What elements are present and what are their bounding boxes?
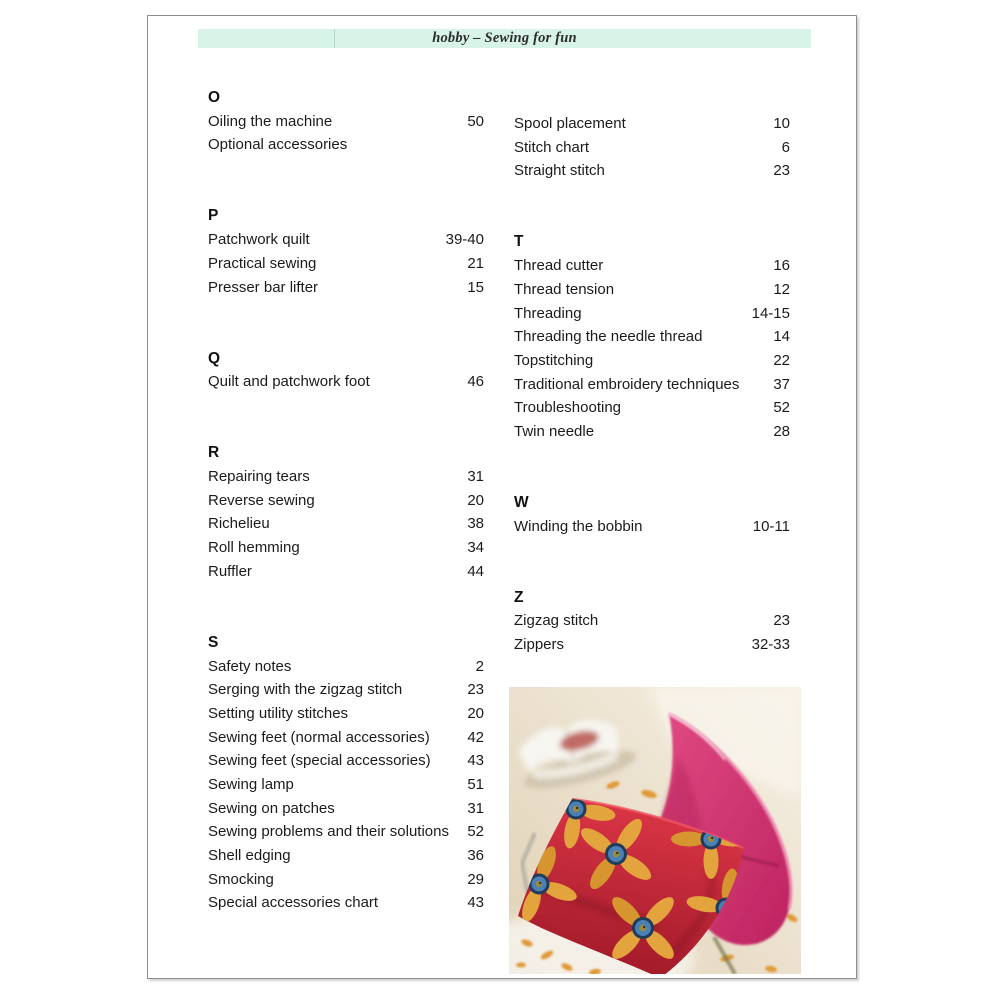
entry-page: 42 xyxy=(467,728,484,746)
index-entry xyxy=(208,820,484,844)
entry-page: 14 xyxy=(773,328,790,346)
index-section-s-continued xyxy=(514,112,790,183)
entry-page: 50 xyxy=(467,112,484,130)
entry-label: Ruffler xyxy=(208,562,252,580)
entry-label: Threading the needle thread xyxy=(514,328,703,346)
index-entry xyxy=(514,396,790,420)
index-section-t xyxy=(514,230,790,443)
index-page xyxy=(147,15,857,979)
index-entry xyxy=(208,465,484,489)
index-entry xyxy=(514,515,790,539)
entry-label: Serging with the zigzag stitch xyxy=(208,681,403,699)
entry-label: Safety notes xyxy=(208,657,292,675)
entry-label: Patchwork quilt xyxy=(208,231,310,249)
entry-page: 34 xyxy=(467,539,484,557)
entry-page: 14-15 xyxy=(751,304,790,322)
index-section-r xyxy=(208,441,484,583)
section-letter: Q xyxy=(208,349,221,367)
entry-label: Practical sewing xyxy=(208,254,317,272)
entry-page: 20 xyxy=(467,491,484,509)
entry-page: 43 xyxy=(467,894,484,912)
index-entry xyxy=(514,633,790,657)
index-entry xyxy=(208,868,484,892)
entry-page: 43 xyxy=(467,752,484,770)
section-letter: O xyxy=(208,89,221,106)
entry-page: 28 xyxy=(773,422,790,440)
index-section-p xyxy=(208,204,484,299)
index-entry xyxy=(208,655,484,679)
index-entry xyxy=(208,252,484,276)
entry-label: Richelieu xyxy=(208,515,270,533)
entry-label: Quilt and patchwork foot xyxy=(208,373,370,391)
index-entry xyxy=(208,536,484,560)
index-entry xyxy=(514,420,790,444)
section-letter: W xyxy=(514,494,529,512)
entry-label: Winding the bobbin xyxy=(514,517,643,535)
entry-label: Optional accessories xyxy=(208,136,348,154)
section-letter: Z xyxy=(514,588,524,606)
entry-page: 37 xyxy=(773,375,790,393)
section-letter: T xyxy=(514,233,524,251)
entry-label: Zigzag stitch xyxy=(514,612,599,630)
entry-page xyxy=(478,133,484,157)
page-title: hobby – Sewing for fun xyxy=(432,30,577,46)
index-section-q xyxy=(208,347,484,394)
entry-page: 52 xyxy=(773,399,790,417)
index-entry xyxy=(208,726,484,750)
entry-page: 31 xyxy=(467,799,484,817)
entry-label: Troubleshooting xyxy=(514,399,622,417)
entry-page: 44 xyxy=(467,562,484,580)
index-entry xyxy=(514,112,790,136)
index-entry xyxy=(208,702,484,726)
index-entry xyxy=(208,844,484,868)
entry-page: 23 xyxy=(467,681,484,699)
entry-label: Sewing feet (special accessories) xyxy=(208,752,431,770)
header-bar xyxy=(198,29,811,48)
entry-page: 15 xyxy=(467,278,484,296)
index-entry xyxy=(208,773,484,797)
entry-page: 6 xyxy=(781,138,790,156)
entry-page: 23 xyxy=(773,612,790,630)
index-section-s xyxy=(208,631,484,915)
entry-label: Smocking xyxy=(208,870,274,888)
index-entry xyxy=(208,678,484,702)
index-entry xyxy=(208,276,484,300)
header-bar-tick xyxy=(334,29,335,48)
entry-page: 23 xyxy=(773,162,790,180)
index-entry xyxy=(514,609,790,633)
entry-page: 10-11 xyxy=(752,517,790,535)
entry-label: Sewing problems and their solutions xyxy=(208,823,449,841)
entry-label: Setting utility stitches xyxy=(208,704,349,722)
index-section-z xyxy=(514,586,790,657)
index-section-o xyxy=(208,86,484,157)
entry-page: 36 xyxy=(467,847,484,865)
entry-page: 52 xyxy=(467,823,484,841)
index-entry xyxy=(208,228,484,252)
entry-label: Oiling the machine xyxy=(208,112,333,130)
index-entry xyxy=(208,749,484,773)
index-entry xyxy=(514,159,790,183)
entry-label: Reverse sewing xyxy=(208,491,315,509)
entry-page: 31 xyxy=(467,468,484,486)
photo-illustration xyxy=(509,687,801,974)
entry-page: 51 xyxy=(467,776,484,793)
entry-label: Zippers xyxy=(514,636,565,654)
index-entry xyxy=(514,325,790,349)
entry-label: Threading xyxy=(514,304,582,322)
entry-label: Presser bar lifter xyxy=(208,278,319,296)
index-entry xyxy=(208,891,484,915)
entry-label: Stitch chart xyxy=(514,138,590,156)
index-entry xyxy=(514,349,790,373)
entry-label: Twin needle xyxy=(514,422,595,440)
index-entry xyxy=(208,489,484,513)
entry-label: Roll hemming xyxy=(208,539,300,557)
entry-page: 10 xyxy=(773,115,790,132)
entry-page: 16 xyxy=(773,257,790,275)
entry-page: 32-33 xyxy=(751,636,790,654)
index-entry xyxy=(514,302,790,326)
entry-label: Special accessories chart xyxy=(208,894,379,912)
index-entry xyxy=(208,560,484,584)
entry-label: Spool placement xyxy=(514,115,626,132)
entry-label: Sewing feet (normal accessories) xyxy=(208,728,430,746)
entry-page: 38 xyxy=(467,515,484,533)
section-letter: P xyxy=(208,207,219,225)
index-entry xyxy=(514,136,790,160)
entry-label: Thread tension xyxy=(514,280,615,298)
index-entry xyxy=(514,254,790,278)
entry-page: 39-40 xyxy=(445,231,484,249)
index-right-column xyxy=(514,112,790,657)
entry-page: 20 xyxy=(467,704,484,722)
entry-page: 2 xyxy=(475,657,484,675)
index-entry xyxy=(208,797,484,821)
entry-page: 21 xyxy=(467,254,484,272)
index-entry xyxy=(208,133,484,157)
entry-page: 12 xyxy=(773,280,790,298)
entry-label: Shell edging xyxy=(208,847,291,865)
index-entry xyxy=(208,512,484,536)
entry-label: Thread cutter xyxy=(514,257,604,275)
index-entry xyxy=(514,278,790,302)
entry-label: Traditional embroidery techniques xyxy=(514,375,740,393)
entry-label: Straight stitch xyxy=(514,162,605,180)
entry-label: Topstitching xyxy=(514,351,594,369)
entry-page: 22 xyxy=(773,351,790,369)
entry-label: Repairing tears xyxy=(208,468,310,486)
index-entry xyxy=(208,370,484,394)
index-section-w xyxy=(514,491,790,538)
entry-label: Sewing lamp xyxy=(208,776,294,793)
index-left-column xyxy=(208,86,484,915)
entry-page: 46 xyxy=(467,373,484,391)
section-letter: R xyxy=(208,444,220,462)
section-letter: S xyxy=(208,633,219,651)
entry-page: 29 xyxy=(467,870,484,888)
entry-label: Sewing on patches xyxy=(208,799,335,817)
pillow-chair-photo xyxy=(509,687,801,974)
index-entry xyxy=(208,110,484,134)
index-entry xyxy=(514,373,790,397)
